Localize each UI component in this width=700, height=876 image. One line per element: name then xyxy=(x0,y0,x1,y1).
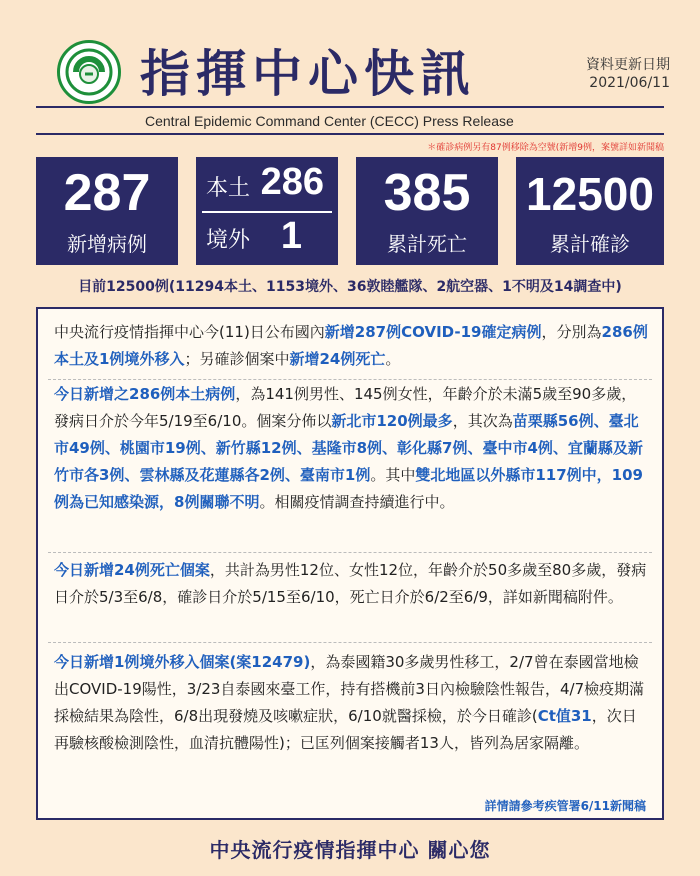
header-rule-bottom xyxy=(36,133,664,135)
press-release-reference: 詳情請參考疾管署6/11新聞稿 xyxy=(484,799,646,813)
header xyxy=(0,0,700,153)
highlighted-text: 新增24例死亡 xyxy=(289,350,386,368)
highlighted-text: 新北市120例最多 xyxy=(331,412,453,430)
page-title: 指揮中心快訊 xyxy=(140,45,476,103)
local-value: 286 xyxy=(260,161,324,203)
stat-new-cases xyxy=(36,157,178,265)
divider xyxy=(48,552,652,554)
new-cases-value: 287 xyxy=(63,164,151,222)
imported-label: 境外 xyxy=(206,228,251,253)
highlighted-text: 苗栗縣56例、臺北市49例、桃園市19例、新竹縣12例、基隆市8例、彰化縣7例、臺中市4例、宜蘭縣及新竹市各3例、雲林縣及花蓮縣各2例、臺南市1例 xyxy=(54,412,643,484)
stat-local-imported xyxy=(196,157,338,265)
body-text: ，分別為 xyxy=(541,323,602,341)
content-panel xyxy=(36,307,664,820)
body-text: 。相關疫情調查持續進行中。 xyxy=(259,493,455,511)
body-text: ；另確診個案中 xyxy=(184,350,290,368)
footer-slogan: 中央流行疫情指揮中心 關心您 xyxy=(209,838,491,862)
local-label: 本土 xyxy=(206,176,251,201)
update-date: 2021/06/11 xyxy=(589,75,670,91)
confirmed-value: 12500 xyxy=(526,168,654,220)
deaths-label: 累計死亡 xyxy=(387,232,467,256)
highlighted-text: 新增287例COVID-19確定病例 xyxy=(324,323,542,341)
paragraph-overview xyxy=(54,319,650,373)
highlighted-text: 今日新增之286例本土病例 xyxy=(54,385,236,403)
stat-confirmed xyxy=(516,157,664,265)
cdc-logo-icon xyxy=(57,40,121,104)
new-cases-label: 新增病例 xyxy=(67,232,147,256)
body-text: 。其中 xyxy=(370,466,416,484)
highlighted-text: 今日新增24例死亡個案 xyxy=(54,561,210,579)
imported-value: 1 xyxy=(280,215,302,257)
paragraph-local-cases xyxy=(54,381,650,516)
paragraph-deaths xyxy=(54,557,650,611)
body-text: ，為141例男性、145例女性，年齡介於未滿5歲至90多歲，發病日介於今年5/19至6/10。個案分佈以 xyxy=(54,385,637,430)
stat-deaths xyxy=(356,157,498,265)
update-label: 資料更新日期 xyxy=(586,57,670,73)
highlighted-text: Ct值31 xyxy=(537,707,592,725)
body-text: ，其次為 xyxy=(452,412,513,430)
paragraph-imported-case xyxy=(54,649,650,757)
highlighted-text: 雙北地區以外縣市117例中，109例為已知感染源，8例關聯不明 xyxy=(54,466,643,511)
stat-divider xyxy=(202,211,332,213)
divider xyxy=(48,642,652,644)
body-text: ，次日再驗核酸檢測陰性，血清抗體陽性)；已匡列個案接觸者13人，皆列為居家隔離。 xyxy=(54,707,637,752)
removed-cases-note: ＊確診病例另有87例移除為空號(新增9例，案號詳如新聞稿 xyxy=(427,143,664,153)
subtitle: Central Epidemic Command Center (CECC) Press Release xyxy=(145,113,514,129)
update-date-block xyxy=(586,56,670,92)
body-text: ，為泰國籍30多歲男性移工，2/7曾在泰國當地檢出COVID-19陽性，3/23自泰國來臺工作，持有搭機前3日內檢驗陰性報告，4/7檢疫期滿採檢結果為陰性，6/8出現發燒及咳嗽症狀，6/10就醫採檢，於今日確診( xyxy=(54,653,645,725)
body-text: ，共計為男性12位、女性12位，年齡介於50多歲至80多歲，發病日介於5/3至6/8，確診日介於5/15至6/10，死亡日介於6/2至6/9，詳如新聞稿附件。 xyxy=(54,561,647,606)
header-rule-top xyxy=(36,106,664,108)
body-text: 。 xyxy=(385,350,401,368)
deaths-value: 385 xyxy=(383,164,471,222)
highlighted-text: 286例本土及1例境外移入 xyxy=(54,323,648,368)
case-summary: 目前12500例(11294本土、1153境外、36敦睦艦隊、2航空器、1不明及14調查中) xyxy=(78,279,622,295)
body-text: 中央流行疫情指揮中心今(11)日公布國內 xyxy=(54,323,325,341)
highlighted-text: 今日新增1例境外移入個案(案12479) xyxy=(54,653,311,671)
confirmed-label: 累計確診 xyxy=(550,232,630,256)
